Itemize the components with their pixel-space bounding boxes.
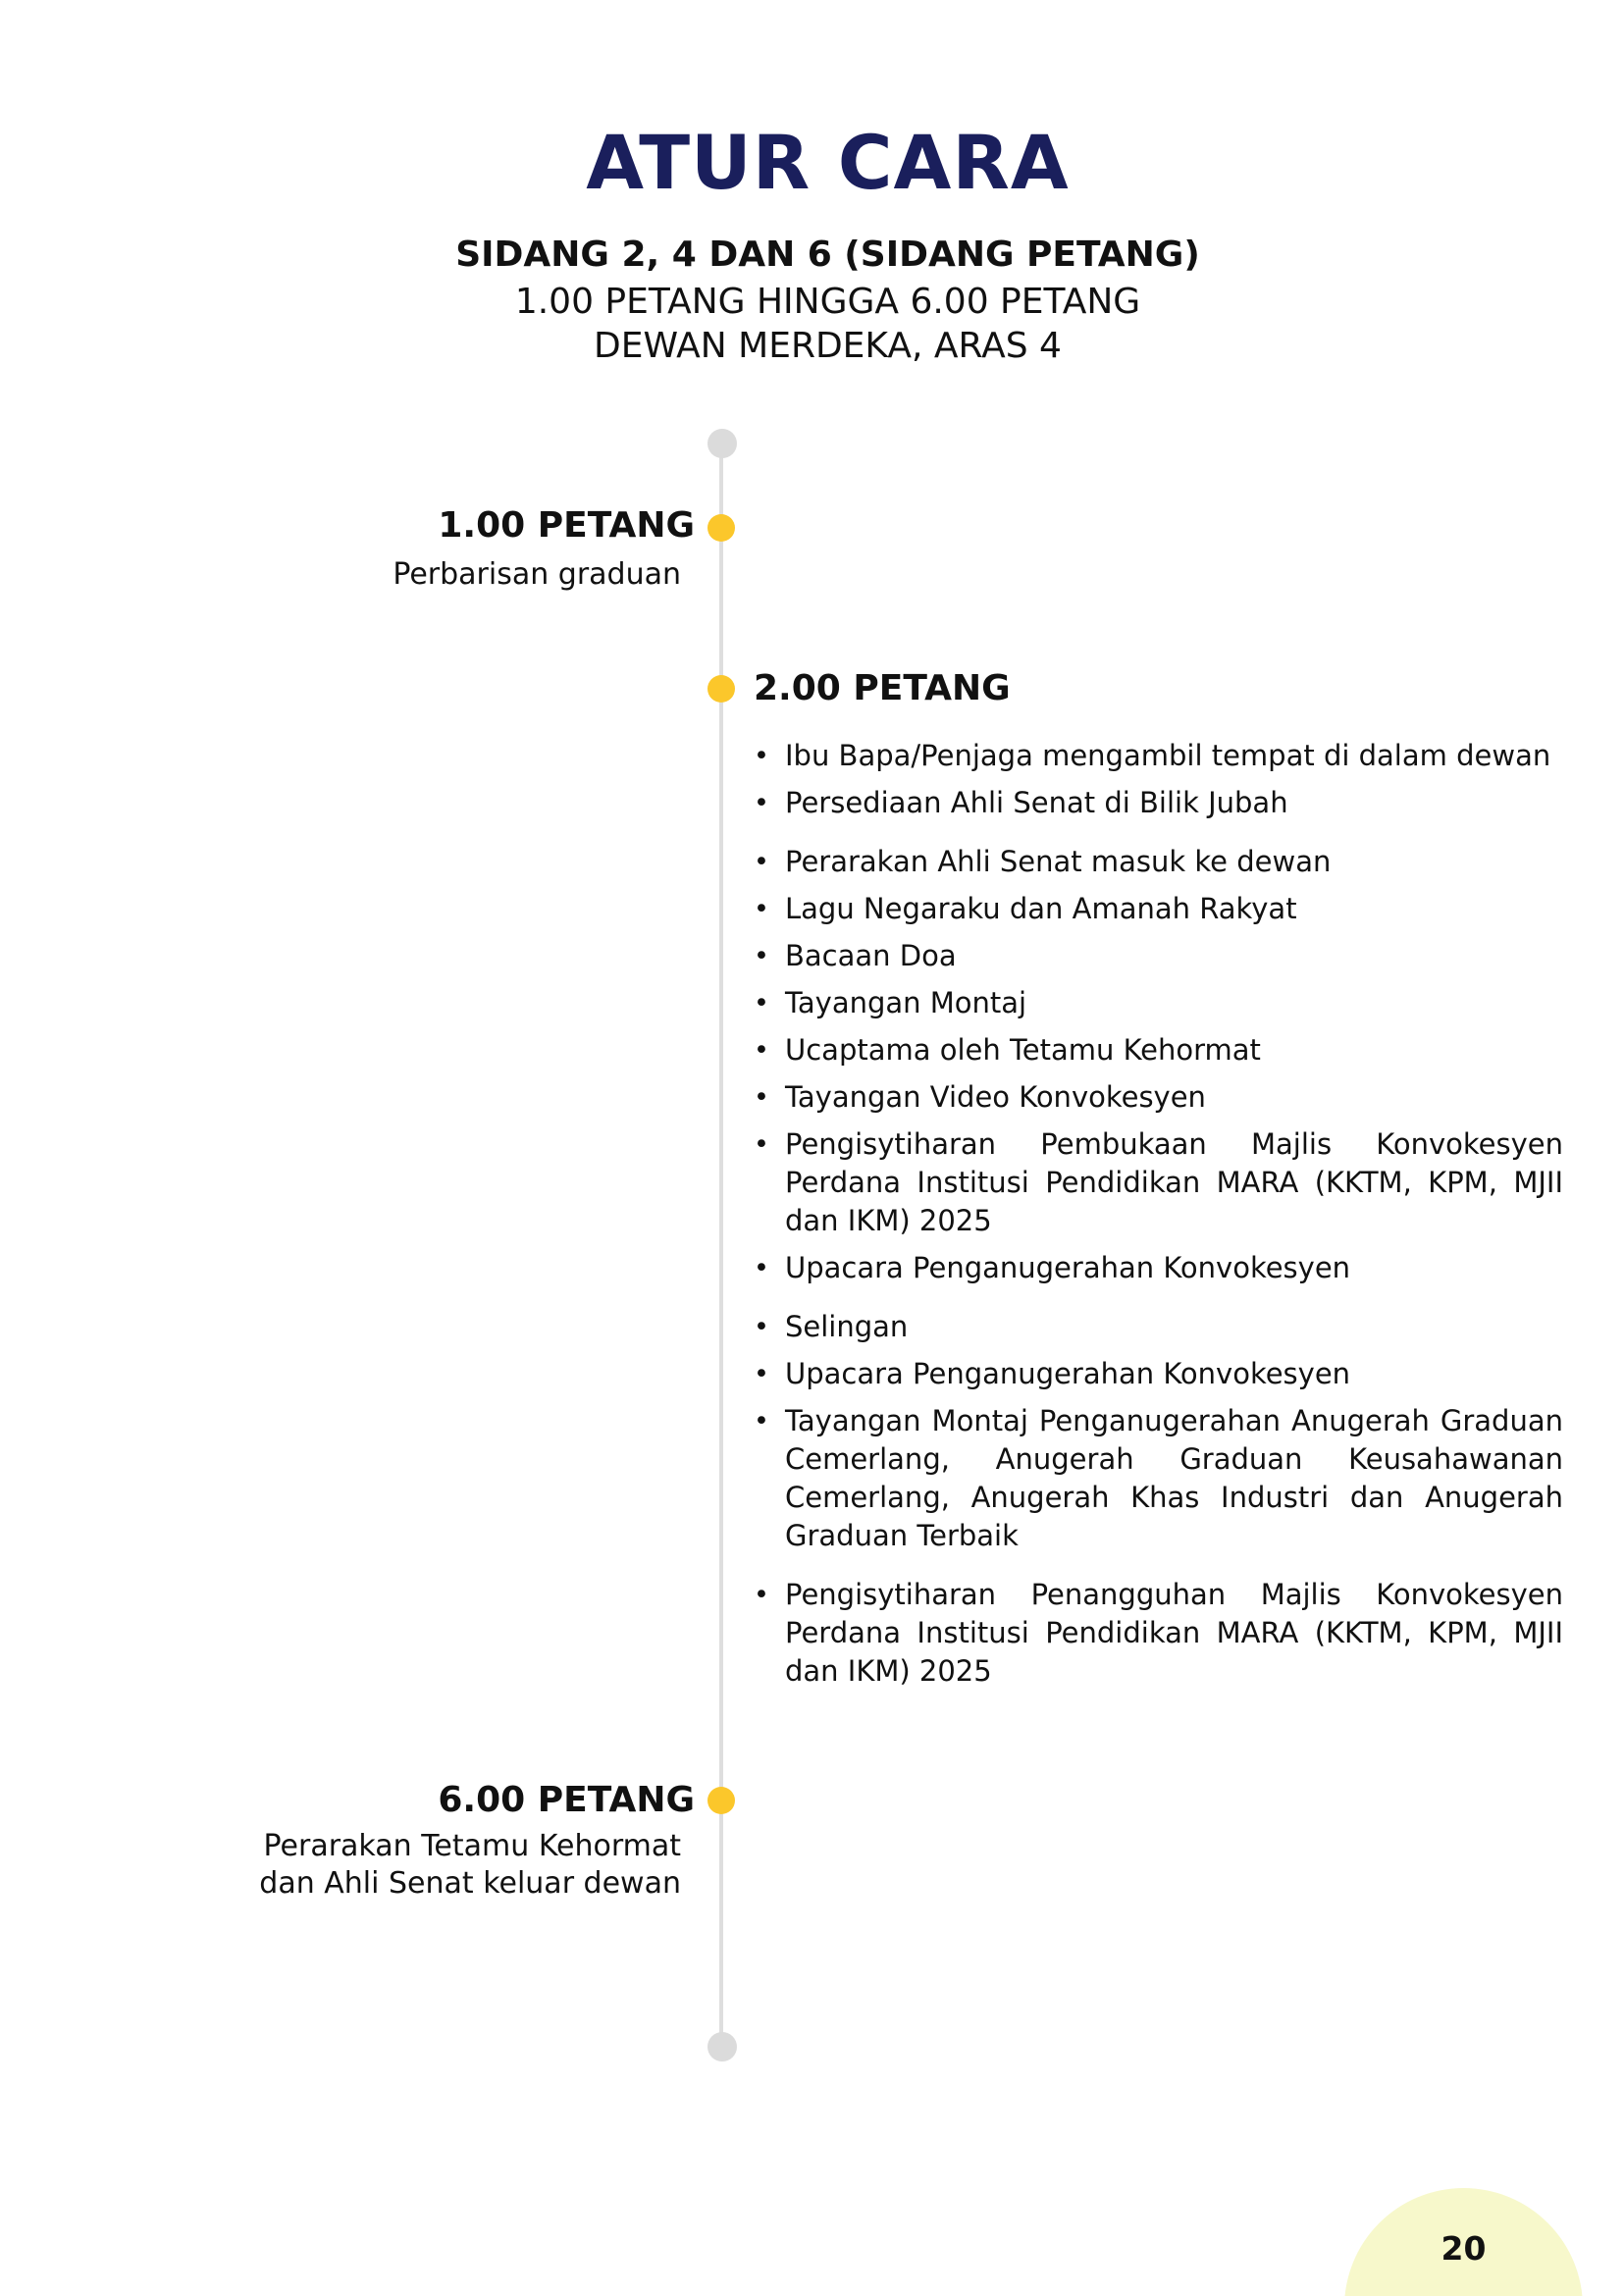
event-time-2pm: 2.00 PETANG xyxy=(754,668,1011,708)
timeline-event-6pm xyxy=(259,1779,695,1903)
event-desc-1pm: Perbarisan graduan xyxy=(393,557,681,592)
session-time-range: 1.00 PETANG HINGGA 6.00 PETANG xyxy=(514,282,1141,322)
agenda-item: • Bacaan Doa xyxy=(785,937,1563,975)
agenda-item: • Pengisytiharan Penangguhan Majlis Konvokesyen Perdana Institusi Pendidikan MARA (KKTM, KPM, MJII dan IKM) 2025 xyxy=(785,1576,1563,1691)
agenda-item: • Ibu Bapa/Penjaga mengambil tempat di dalam dewan xyxy=(785,737,1563,775)
page-number: 20 xyxy=(1441,2229,1487,2268)
timeline-marker-6pm-dot xyxy=(707,1787,735,1814)
timeline-event-1pm xyxy=(393,504,695,594)
agenda-item: • Tayangan Montaj xyxy=(785,984,1563,1022)
agenda-item: • Pengisytiharan Pembukaan Majlis Konvokesyen Perdana Institusi Pendidikan MARA (KKTM, KPM, MJII dan IKM) 2025 xyxy=(785,1125,1563,1240)
agenda-item: • Tayangan Montaj Penganugerahan Anugerah Graduan Cemerlang, Anugerah Graduan Keusahawanan Cemerlang, Anugerah Khas Industri dan Anugerah Graduan Terbaik xyxy=(785,1402,1563,1555)
event-time-6pm: 6.00 PETANG xyxy=(438,1780,695,1820)
timeline-marker-1pm-dot xyxy=(707,514,735,542)
event-desc-6pm-line2: dan Ahli Senat keluar dewan xyxy=(259,1866,681,1901)
agenda-item: • Upacara Penganugerahan Konvokesyen xyxy=(785,1355,1563,1393)
timeline-marker-2pm-dot xyxy=(707,675,735,703)
agenda-item: • Ucaptama oleh Tetamu Kehormat xyxy=(785,1031,1563,1070)
agenda-item: • Tayangan Video Konvokesyen xyxy=(785,1078,1563,1117)
timeline-start-dot xyxy=(707,429,737,458)
event-agenda-list-2pm xyxy=(754,737,1563,1691)
page-title: ATUR CARA xyxy=(586,119,1070,206)
session-subtitle: SIDANG 2, 4 DAN 6 (SIDANG PETANG) xyxy=(455,235,1200,275)
agenda-item: • Upacara Penganugerahan Konvokesyen xyxy=(785,1249,1563,1287)
timeline-end-dot xyxy=(707,2032,737,2061)
agenda-item: • Lagu Negaraku dan Amanah Rakyat xyxy=(785,890,1563,928)
event-time-1pm: 1.00 PETANG xyxy=(438,505,695,546)
session-venue: DEWAN MERDEKA, ARAS 4 xyxy=(594,326,1062,366)
agenda-item: • Perarakan Ahli Senat masuk ke dewan xyxy=(785,843,1563,881)
agenda-item: • Selingan xyxy=(785,1308,1563,1346)
event-desc-6pm-line1: Perarakan Tetamu Kehormat xyxy=(263,1829,681,1863)
agenda-item: • Persediaan Ahli Senat di Bilik Jubah xyxy=(785,784,1563,822)
timeline-event-2pm xyxy=(754,667,1563,1691)
page-number-badge xyxy=(1344,2188,1583,2296)
